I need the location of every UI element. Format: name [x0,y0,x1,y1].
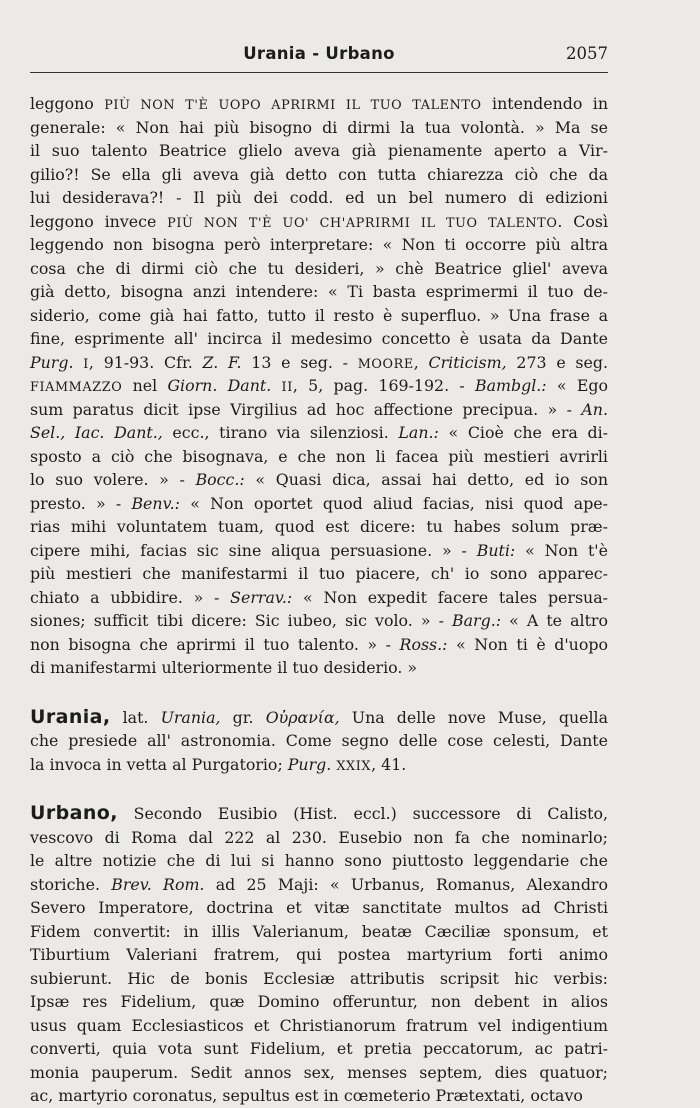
text-line [30,729,608,753]
text-run: intendendo in [481,94,609,113]
text-run: chiato a ubbidire. » - [30,587,231,607]
text-run: Secondo Eusibio (Hist. eccl.) successore di Calisto, [117,804,608,823]
text-line [30,920,608,944]
small-caps-run: MOORE [357,356,414,372]
small-caps-run: I [83,356,89,372]
italic-run: Purg. [30,352,74,372]
text-run: « Non ti è d'uopo [447,634,608,654]
text-run: vescovo di Roma dal 222 al 230. Eusebio non fa che nominarlo; [30,827,608,847]
text-line [30,562,608,586]
text-line [30,609,608,633]
text-run: subierunt. Hic de bonis Ecclesiæ attributis scripsit hic verbis: [30,968,608,988]
text-line [30,586,608,610]
text-run: monia pauperum. Sedit annos sex, menses septem, dies quatuor; [30,1062,608,1082]
small-caps-run: XXIX [336,758,372,774]
text-run: ac, martyrio coronatus, sepultus est in cœmeterio Prætextati, octavo [30,1086,583,1105]
entry-urbano [30,802,608,1108]
text-run: usus quam Ecclesiasticos et Christianorum fratrum vel indigentium [30,1015,608,1035]
text-line [30,515,608,539]
text-line [30,1037,608,1061]
text-line [30,374,608,398]
text-run: « Quasi dica, assai hai detto, ed io son [244,470,608,489]
small-caps-run: PIÙ NON T'È UO' CH'APRIRMI IL TUO TALENTO [167,215,558,231]
text-run: cipere mihi, facias sic sine aliqua persuasione. » - [30,540,477,560]
text-run: « Non t'è [515,540,608,560]
header-rule [30,72,608,73]
text-line [30,896,608,920]
text-run: leggono invece [30,211,168,231]
text-line [30,327,608,351]
entry-previous-continuation [30,92,608,680]
italic-run: Ross.: [399,634,448,654]
text-line [30,990,608,1014]
text-run: . Così [557,211,608,231]
text-line [30,753,608,777]
text-line [30,257,608,281]
text-run: Tiburtium Valeriani fratrem, qui postea martyrium forti animo [30,945,608,964]
italic-run: Bambgl.: [474,376,547,395]
text-run: non bisogna che aprirmi il tuo talento. » - [30,634,400,654]
italic-run: Benv.: [131,493,180,513]
text-run: fine, esprimente all' incirca il medesimo concetto è usata da Dante [30,329,608,348]
text-run: rias mihi voluntatem tuam, quod est dicere: tu habes solum præ- [30,517,608,536]
text-line [30,802,608,826]
text-line [30,633,608,657]
text-run: di manifestarmi ulteriormente il tuo desiderio. » [30,658,418,677]
text-run: gr. [220,707,266,727]
italic-run: Z. F. [202,352,242,372]
page-header [30,44,608,72]
entry-headword: Urania, [30,705,111,728]
text-run: gilio?! Se ella gli aveva già detto con tutta chiarezza ciò che da [30,164,608,184]
text-run: lo suo volere. » - [30,470,196,489]
text-run: « Cioè che era di- [438,423,608,442]
italic-run: Purg. [287,754,332,774]
text-line [30,445,608,469]
italic-run: Buti: [476,540,516,560]
text-run: « Ego [546,376,608,395]
text-run: 13 e seg. - [241,352,358,372]
text-run: nel [122,376,168,395]
text-line [30,92,608,116]
text-line [30,656,608,680]
text-run: che presiede all' astronomia. Come segno delle cose celesti, Dante [30,731,608,750]
text-line [30,943,608,967]
text-run: Una delle nove Muse, quella [339,707,608,727]
text-run [271,376,281,395]
text-line [30,539,608,563]
text-run: generale: « Non hai più bisogno di dirmi la tua volontà. » Ma se [30,117,608,137]
text-line [30,186,608,210]
text-run: lui desiderava?! - Il più dei codd. ed un bel numero di edizioni [30,188,608,207]
text-run: « Non expedit facere tales persua- [292,587,608,607]
text-run: la invoca in vetta al Purgatorio; [30,754,288,774]
text-run: « A te altro [501,611,608,630]
text-run: 273 e seg. [506,352,609,372]
text-line [30,1061,608,1085]
text-line [30,492,608,516]
text-line [30,849,608,873]
text-run: sum paratus dicit ipse Virgilius ad hoc affectione precipua. » - [30,399,582,419]
text-line [30,233,608,257]
text-run: il suo talento Beatrice glielo aveva già pienamente aperto a Vir- [30,141,608,160]
text-run: « Non oportet quod aliud facias, nisi quod ape- [179,493,608,513]
text-line [30,163,608,187]
text-run: Ipsæ res Fidelium, quæ Domino offeruntur, non debent in alios [30,992,608,1011]
text-run: ecc., tirano via silenziosi. [162,423,399,442]
running-title: Urania - Urbano [243,44,395,63]
text-line [30,351,608,375]
text-run: più mestieri che manifestarmi il tuo piacere, ch' io sono apparec- [30,564,608,583]
text-line [30,873,608,897]
entry-separator [30,776,608,802]
text-run [74,353,84,372]
text-line [30,706,608,730]
text-run: leggendo non bisogna però interpretare: « Non ti occorre più altra [30,235,608,254]
page-number: 2057 [566,44,608,63]
italic-run: Urania, [160,707,221,727]
text-run: le altre notizie che di lui si hanno sono piuttosto leggendarie che [30,851,608,870]
italic-run: Criticism, [428,352,507,372]
small-caps-run: FIAMMAZZO [30,380,123,395]
text-run: siones; sufficit tibi dicere: Sic iubeo, sic volo. » - [30,611,452,630]
italic-run: Barg.: [452,611,502,630]
text-run: presto. » - [30,493,132,513]
text-run: sposto a ciò che bisognava, e che non li facea più mestieri avrirli [30,446,608,466]
text-run: , 5, pag. 169-192. - [292,376,475,395]
text-run: già detto, bisogna anzi intendere: « Ti basta esprimermi il tuo de- [30,282,608,301]
italic-run: Οὐρανία, [265,707,340,727]
entry-separator [30,680,608,706]
italic-run: Bocc.: [195,470,245,489]
text-run: leggono [30,94,105,113]
italic-run: An. [581,399,608,419]
body-text [30,92,608,1108]
text-run: storiche. [30,874,112,894]
text-run: siderio, come già hai fatto, tutto il resto è superfluo. » Una frase a [30,305,608,325]
text-line [30,1084,608,1108]
text-run: , 41. [371,754,407,774]
text-line [30,1014,608,1038]
text-run: , [413,352,429,372]
italic-run: Serrav.: [230,587,293,607]
text-run: ad 25 Maji: « Urbanus, Romanus, Alexandro [204,874,608,894]
text-line [30,826,608,850]
italic-run: Lan.: [398,423,439,442]
text-line [30,421,608,445]
text-line [30,398,608,422]
text-run: cosa che di dirmi ciò che tu desideri, » chè Beatrice gliel' aveva [30,258,608,278]
text-line [30,304,608,328]
small-caps-run: II [281,380,293,395]
text-line [30,967,608,991]
small-caps-run: PIÙ NON T'È UOPO APRIRMI IL TUO TALENTO [104,98,482,113]
text-run: lat. [110,707,161,727]
text-line [30,210,608,234]
italic-run: Brev. Rom. [111,874,205,894]
italic-run: Giorn. Dant. [167,376,272,395]
text-run: , 91-93. Cfr. [88,352,203,372]
text-line [30,280,608,304]
text-line [30,468,608,492]
italic-run: Sel., Iac. Dant., [30,423,163,442]
text-line [30,139,608,163]
text-run: Severo Imperatore, doctrina et vitæ sanctitate multos ad Christi [30,898,608,917]
text-line [30,116,608,140]
text-run: Fidem convertit: in illis Valerianum, beatæ Cæciliæ sponsum, et [30,921,608,941]
text-run: converti, quia vota sunt Fidelium, et pretia peccatorum, ac patri- [30,1039,608,1058]
entry-urania [30,706,608,777]
entry-headword: Urbano, [30,802,118,824]
